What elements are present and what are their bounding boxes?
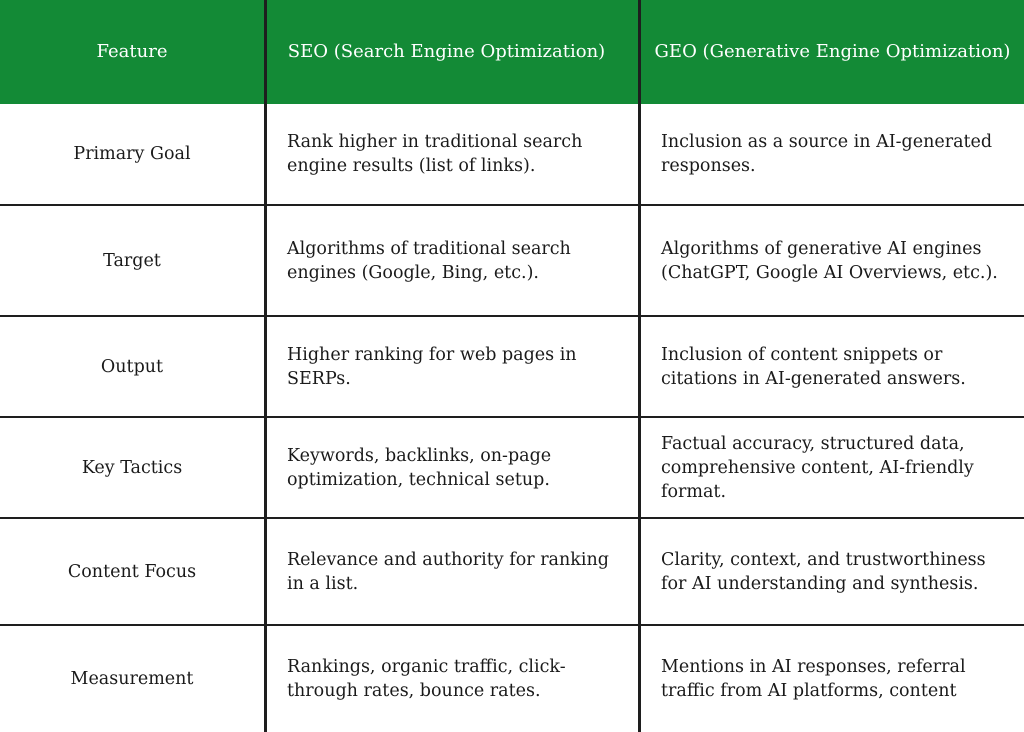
row-content-focus-feature — [0, 519, 264, 626]
row-output-geo — [638, 317, 1024, 418]
row-content-focus-seo — [264, 519, 638, 626]
seo-value: Rankings, organic traffic, click-through rates, bounce rates. — [287, 657, 566, 701]
feature-label: Primary Goal — [73, 144, 191, 164]
feature-label: Measurement — [70, 669, 194, 689]
row-target-feature — [0, 206, 264, 317]
row-primary-goal-seo — [264, 104, 638, 206]
feature-label: Target — [103, 250, 161, 271]
row-measurement-feature — [0, 626, 264, 732]
header-seo — [264, 0, 638, 104]
header-geo-label: GEO (Generative Engine Optimization) — [654, 41, 1011, 62]
row-primary-goal-geo — [638, 104, 1024, 206]
header-geo — [638, 0, 1024, 104]
row-primary-goal-feature — [0, 104, 264, 206]
row-measurement-seo — [264, 626, 638, 732]
feature-label: Key Tactics — [81, 457, 183, 478]
row-key-tactics-seo — [264, 418, 638, 519]
seo-value: Keywords, backlinks, on-page optimization, technical setup. — [287, 445, 552, 490]
header-feature — [0, 0, 264, 104]
seo-value: Higher ranking for web pages in SERPs. — [287, 344, 577, 389]
feature-label: Content Focus — [67, 561, 197, 582]
row-output-seo — [264, 317, 638, 418]
row-output-feature — [0, 317, 264, 418]
seo-value: Algorithms of traditional search engines (Google, Bing, etc.). — [287, 238, 571, 283]
geo-value: Clarity, context, and trustworthiness for AI understanding and synthesis. — [661, 549, 986, 594]
row-key-tactics-feature — [0, 418, 264, 519]
row-target-geo — [638, 206, 1024, 317]
feature-label: Output — [100, 356, 164, 377]
geo-value: Inclusion of content snippets or citations in AI-generated answers. — [661, 344, 966, 389]
geo-value: Inclusion as a source in AI-generated responses. — [661, 132, 993, 176]
row-content-focus-geo — [638, 519, 1024, 626]
header-seo-label: SEO (Search Engine Optimization) — [287, 41, 606, 62]
row-target-seo — [264, 206, 638, 317]
seo-value: Rank higher in traditional search engine results (list of links). — [287, 132, 583, 176]
seo-value: Relevance and authority for ranking in a list. — [287, 549, 609, 594]
geo-value: Mentions in AI responses, referral traffic from AI platforms, content — [661, 657, 966, 701]
row-key-tactics-geo — [638, 418, 1024, 519]
header-feature-label: Feature — [96, 41, 168, 62]
row-measurement-geo — [638, 626, 1024, 732]
geo-value: Factual accuracy, structured data, comprehensive content, AI-friendly format. — [661, 433, 974, 502]
geo-value: Algorithms of generative AI engines (ChatGPT, Google AI Overviews, etc.). — [661, 238, 998, 283]
